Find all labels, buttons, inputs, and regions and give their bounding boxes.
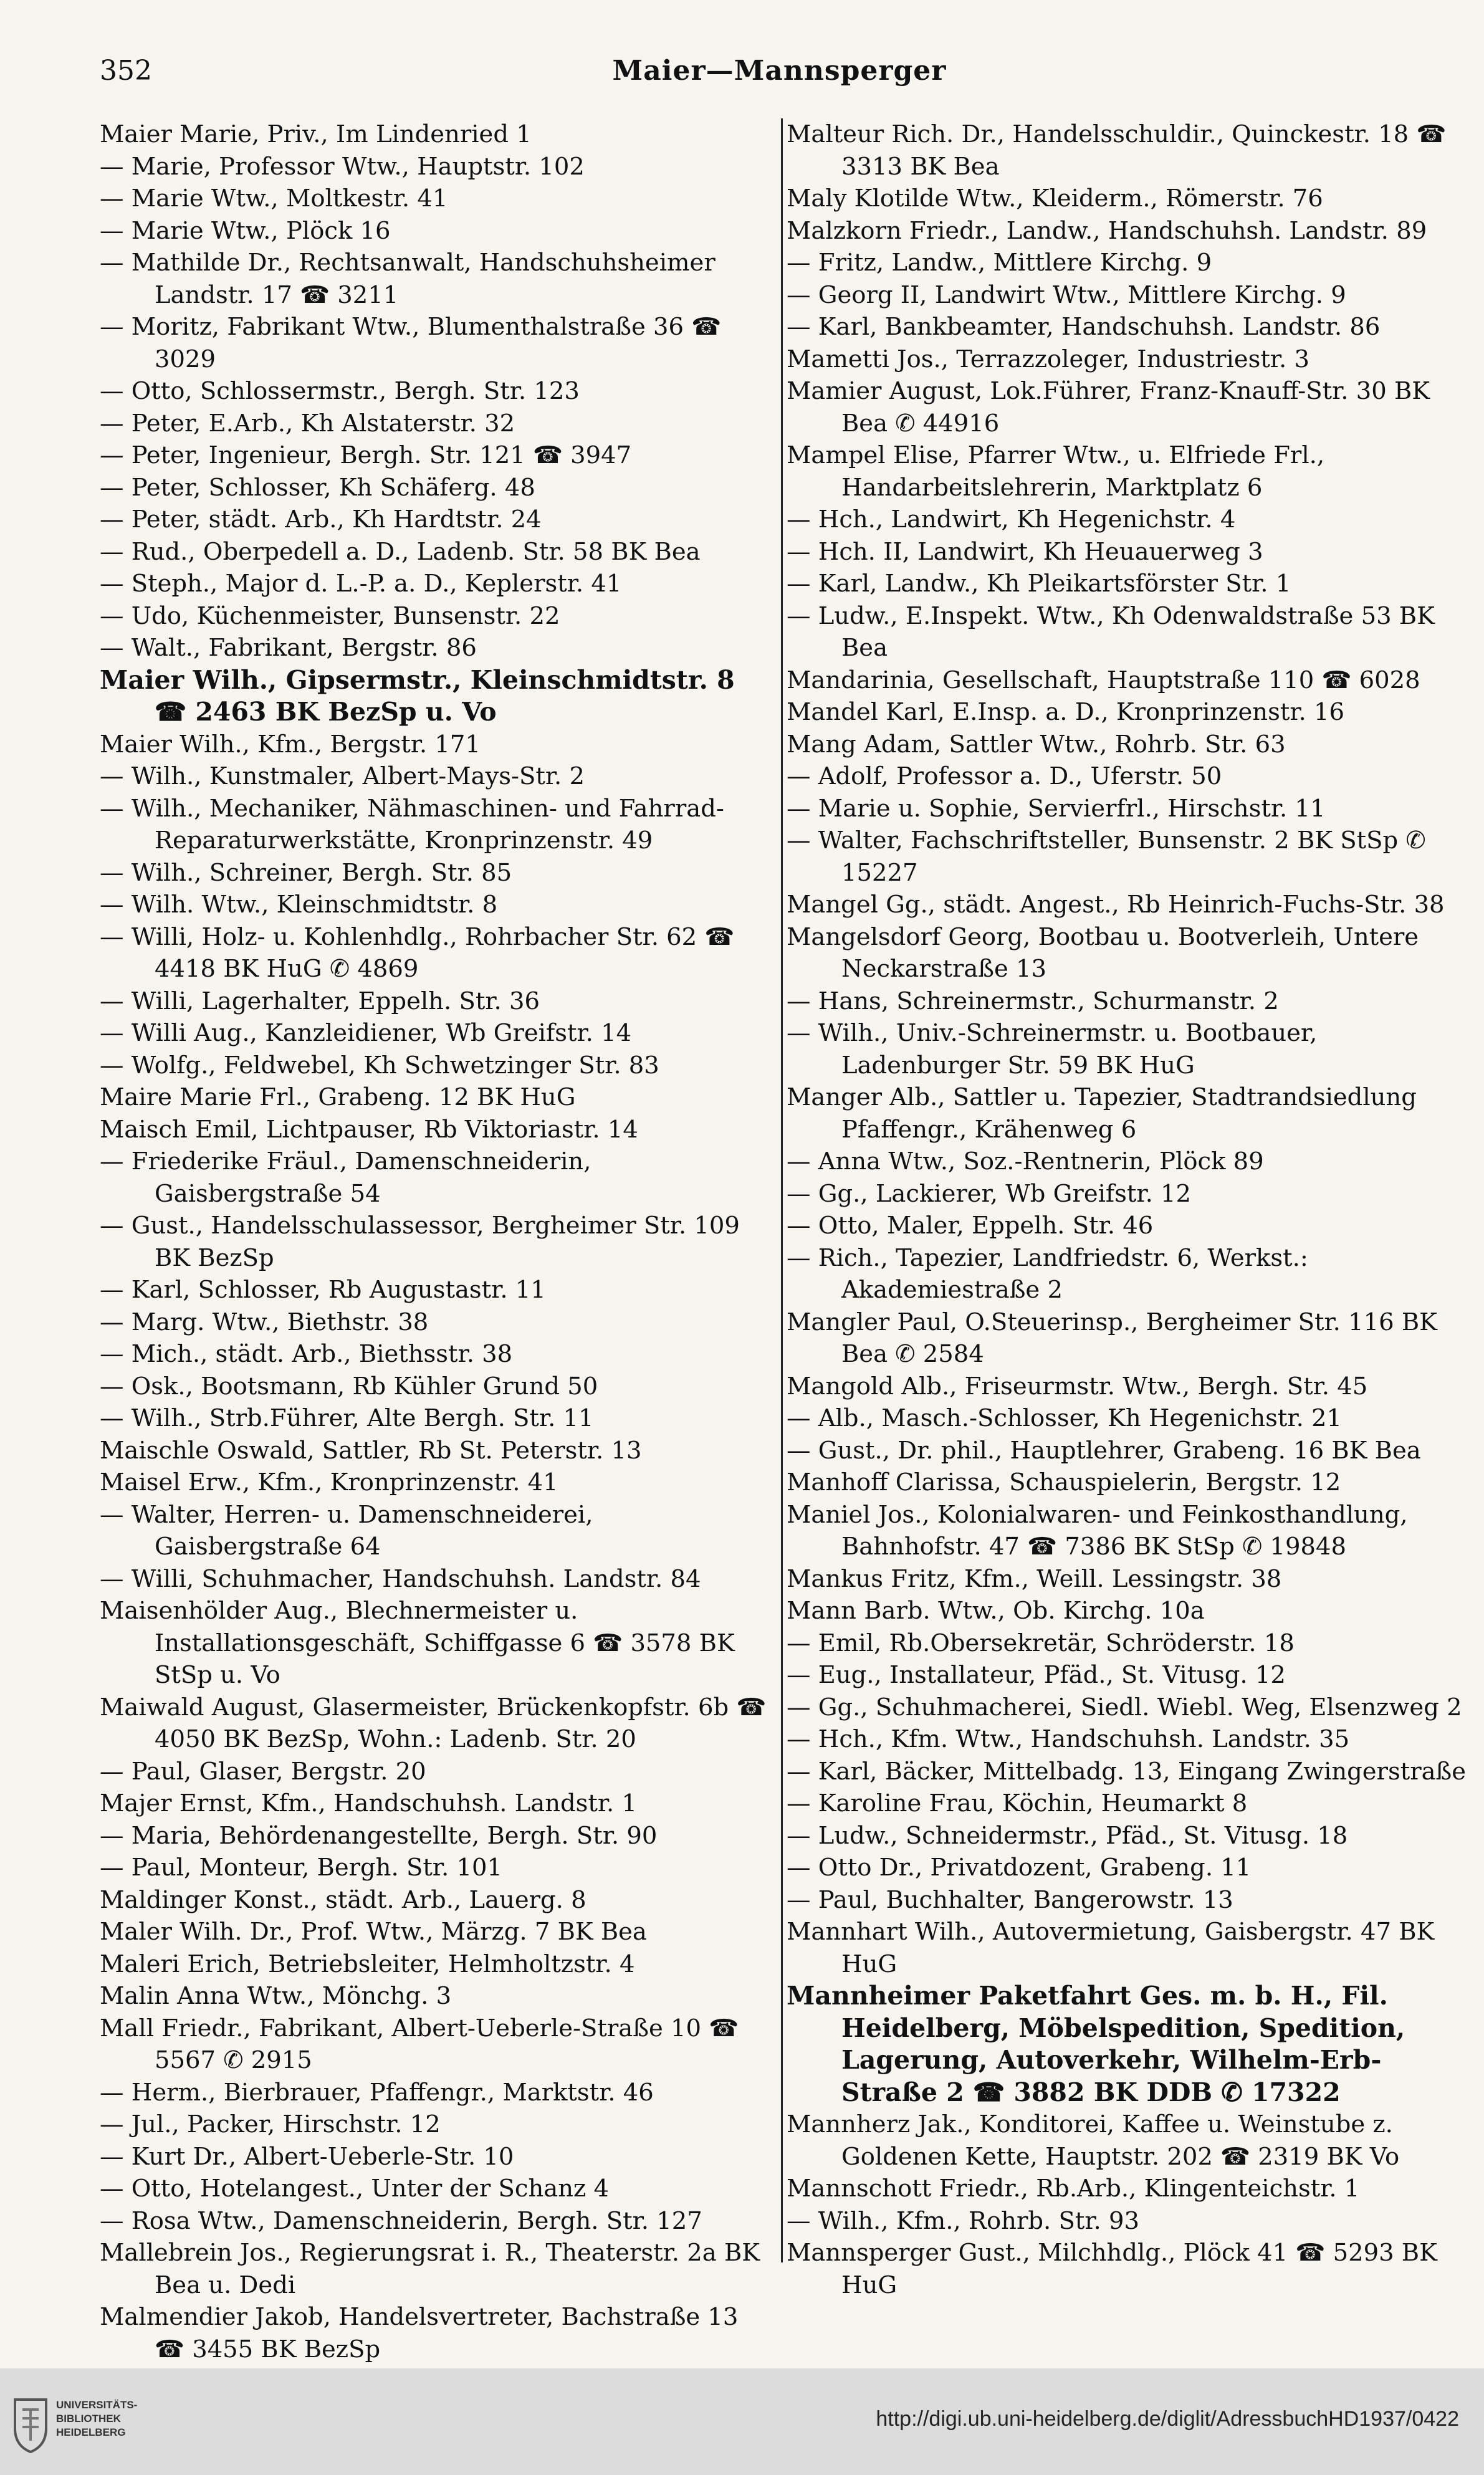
directory-entry: — Gg., Schuhmacherei, Siedl. Wiebl. Weg, Elsenzweg 2 <box>787 1693 1462 1721</box>
directory-entry: — Otto, Maler, Eppelh. Str. 46 <box>787 1212 1154 1240</box>
directory-entry: — Moritz, Fabrikant Wtw., Blumenthalstraße 36 ☎ 3029 <box>100 313 722 373</box>
directory-entry: Mallebrein Jos., Regierungsrat i. R., Theaterstr. 2a BK Bea u. Dedi <box>100 2239 760 2299</box>
directory-entry: — Karl, Bäcker, Mittelbadg. 13, Eingang Zwingerstraße <box>787 1757 1467 1786</box>
directory-entry: — Karl, Schlosser, Rb Augustastr. 11 <box>100 1276 546 1304</box>
directory-entry: Mangel Gg., städt. Angest., Rb Heinrich-Fuchs-Str. 38 <box>787 891 1445 919</box>
directory-entry: — Gust., Dr. phil., Hauptlehrer, Grabeng. 16 BK Bea <box>787 1436 1421 1465</box>
directory-entry: — Karl, Bankbeamter, Handschuhsh. Landstr. 86 <box>787 313 1381 341</box>
directory-entry: — Paul, Glaser, Bergstr. 20 <box>100 1757 426 1786</box>
directory-entry: — Jul., Packer, Hirschstr. 12 <box>100 2110 441 2138</box>
directory-entry: — Otto, Hotelangest., Unter der Schanz 4 <box>100 2175 610 2203</box>
directory-entry: — Alb., Masch.-Schlosser, Kh Hegenichstr. 21 <box>787 1404 1343 1432</box>
directory-entry: — Anna Wtw., Soz.-Rentnerin, Plöck 89 <box>787 1147 1264 1175</box>
directory-entry: — Steph., Major d. L.-P. a. D., Keplerstr. 41 <box>100 570 622 598</box>
directory-entry: — Marie Wtw., Moltkestr. 41 <box>100 184 448 213</box>
directory-entry: Maiwald August, Glasermeister, Brückenkopfstr. 6b ☎ 4050 BK BezSp, Wohn.: Ladenb. Str. 20 <box>100 1693 767 1753</box>
directory-entry: — Otto, Schlossermstr., Bergh. Str. 123 <box>100 377 580 405</box>
directory-entry: — Rosa Wtw., Damenschneiderin, Bergh. Str. 127 <box>100 2206 702 2235</box>
directory-entry: — Osk., Bootsmann, Rb Kühler Grund 50 <box>100 1372 598 1400</box>
directory-entry: — Gg., Lackierer, Wb Greifstr. 12 <box>787 1179 1192 1208</box>
directory-entry: — Marie u. Sophie, Servierfrl., Hirschstr. 11 <box>787 794 1326 823</box>
directory-entry: Maire Marie Frl., Grabeng. 12 BK HuG <box>100 1083 576 1111</box>
logo-line-1: UNIVERSITÄTS- <box>56 2399 138 2411</box>
directory-entry: Mangold Alb., Friseurmstr. Wtw., Bergh. Str. 45 <box>787 1372 1368 1400</box>
directory-entry: — Wilh., Schreiner, Bergh. Str. 85 <box>100 858 512 887</box>
directory-entry: — Peter, E.Arb., Kh Alstaterstr. 32 <box>100 409 515 438</box>
directory-entry: Mall Friedr., Fabrikant, Albert-Ueberle-Straße 10 ☎ 5567 ✆ 2915 <box>100 2014 739 2074</box>
directory-entry: — Wilh., Univ.-Schreinermstr. u. Bootbauer, Ladenburger Str. 59 BK HuG <box>787 1019 1318 1080</box>
directory-entry: — Adolf, Professor a. D., Uferstr. 50 <box>787 762 1222 790</box>
university-seal-icon <box>11 2397 50 2453</box>
directory-entry: — Emil, Rb.Obersekretär, Schröderstr. 18 <box>787 1629 1295 1657</box>
directory-entry: — Udo, Küchenmeister, Bunsenstr. 22 <box>100 601 560 630</box>
directory-entry: Manhoff Clarissa, Schauspielerin, Bergstr. 12 <box>787 1468 1341 1496</box>
directory-entry: — Gust., Handelsschulassessor, Bergheimer Str. 109 BK BezSp <box>100 1212 740 1272</box>
library-logo-text <box>56 2398 137 2439</box>
directory-entry: Mannsperger Gust., Milchhdlg., Plöck 41 ☎ 5293 BK HuG <box>787 2239 1437 2299</box>
directory-entry: Maler Wilh. Dr., Prof. Wtw., Märzg. 7 BK Bea <box>100 1918 647 1946</box>
directory-entry: — Peter, städt. Arb., Kh Hardtstr. 24 <box>100 505 542 534</box>
directory-entry: — Wolfg., Feldwebel, Kh Schwetzinger Str. 83 <box>100 1051 659 1080</box>
directory-entry: — Willi Aug., Kanzleidiener, Wb Greifstr. 14 <box>100 1019 632 1047</box>
directory-entry: — Karoline Frau, Köchin, Heumarkt 8 <box>787 1789 1248 1817</box>
directory-entry: — Walt., Fabrikant, Bergstr. 86 <box>100 634 477 662</box>
directory-entry: Maisch Emil, Lichtpauser, Rb Viktoriastr. 14 <box>100 1115 638 1144</box>
directory-entry: Maniel Jos., Kolonialwaren- und Feinkosthandlung, Bahnhofstr. 47 ☎ 7386 BK StSp ✆ 19848 <box>787 1500 1408 1561</box>
directory-entry: Mankus Fritz, Kfm., Weill. Lessingstr. 38 <box>787 1564 1282 1593</box>
directory-entry: Mametti Jos., Terrazzoleger, Industriestr. 3 <box>787 345 1309 373</box>
directory-entry: Mamier August, Lok.Führer, Franz-Knauff-Str. 30 BK Bea ✆ 44916 <box>787 377 1430 438</box>
library-logo[interactable] <box>11 2392 167 2461</box>
directory-entry: — Mathilde Dr., Rechtsanwalt, Handschuhsheimer Landstr. 17 ☎ 3211 <box>100 249 716 309</box>
directory-entry: — Rud., Oberpedell a. D., Ladenb. Str. 58 BK Bea <box>100 537 701 566</box>
directory-entry: — Willi, Holz- u. Kohlenhdlg., Rohrbacher Str. 62 ☎ 4418 BK HuG ✆ 4869 <box>100 922 735 983</box>
directory-entry: Mampel Elise, Pfarrer Wtw., u. Elfriede Frl., Handarbeitslehrerin, Marktplatz 6 <box>787 441 1325 502</box>
directory-entry: Maisel Erw., Kfm., Kronprinzenstr. 41 <box>100 1468 558 1496</box>
directory-entry: Maischle Oswald, Sattler, Rb St. Peterstr. 13 <box>100 1436 642 1465</box>
directory-entry: — Georg II, Landwirt Wtw., Mittlere Kirchg. 9 <box>787 280 1346 309</box>
page-number: 352 <box>100 55 152 87</box>
directory-entry: — Karl, Landw., Kh Pleikartsförster Str. 1 <box>787 570 1291 598</box>
directory-entry: — Herm., Bierbrauer, Pfaffengr., Marktstr. 46 <box>100 2078 654 2107</box>
source-url-link[interactable]: http://digi.ub.uni-heidelberg.de/diglit/AdressbuchHD1937/0422 <box>876 2407 1459 2431</box>
directory-entry: Maier Marie, Priv., Im Lindenried 1 <box>100 120 532 148</box>
directory-entry: Mannheimer Paketfahrt Ges. m. b. H., Fil. Heidelberg, Möbelspedition, Spedition, Lagerung, Autoverkehr, Wilhelm-Erb-Straße 2 ☎ 3882 BK DDB ✆ 17322 <box>787 1981 1405 2107</box>
running-head: Maier—Mannsperger <box>612 55 947 87</box>
directory-entry: Mandel Karl, E.Insp. a. D., Kronprinzenstr. 16 <box>787 698 1344 726</box>
directory-entry: — Hans, Schreinermstr., Schurmanstr. 2 <box>787 987 1279 1015</box>
directory-entry: — Kurt Dr., Albert-Ueberle-Str. 10 <box>100 2142 514 2171</box>
directory-entry: — Eug., Installateur, Pfäd., St. Vitusg. 12 <box>787 1661 1286 1689</box>
directory-entry: — Paul, Buchhalter, Bangerowstr. 13 <box>787 1885 1233 1914</box>
directory-entry: — Ludw., E.Inspekt. Wtw., Kh Odenwaldstraße 53 BK Bea <box>787 601 1435 662</box>
directory-entry: Maly Klotilde Wtw., Kleiderm., Römerstr. 76 <box>787 184 1323 213</box>
directory-entry: — Wilh., Kfm., Rohrb. Str. 93 <box>787 2206 1139 2235</box>
directory-entry: Mannschott Friedr., Rb.Arb., Klingenteichstr. 1 <box>787 2175 1360 2203</box>
directory-entry: Maier Wilh., Kfm., Bergstr. 171 <box>100 730 481 759</box>
left-column <box>100 118 773 2398</box>
directory-entry: — Peter, Schlosser, Kh Schäferg. 48 <box>100 473 535 502</box>
directory-entry: Maier Wilh., Gipsermstr., Kleinschmidtstr. 8 ☎ 2463 BK BezSp u. Vo <box>100 664 735 727</box>
directory-entry: Mannhart Wilh., Autovermietung, Gaisbergstr. 47 BK HuG <box>787 1918 1435 1978</box>
directory-entry: Maisenhölder Aug., Blechnermeister u. Installationsgeschäft, Schiffgasse 6 ☎ 3578 BK StSp u. Vo <box>100 1597 735 1689</box>
directory-entry: Mannherz Jak., Konditorei, Kaffee u. Weinstube z. Goldenen Kette, Hauptstr. 202 ☎ 2319 BK Vo <box>787 2110 1400 2171</box>
directory-entry: — Wilh., Strb.Führer, Alte Bergh. Str. 11 <box>100 1404 594 1432</box>
directory-entry: — Walter, Fachschriftsteller, Bunsenstr. 2 BK StSp ✆ 15227 <box>787 826 1426 887</box>
directory-entry: Maldinger Konst., städt. Arb., Lauerg. 8 <box>100 1885 586 1914</box>
right-column <box>787 118 1472 2301</box>
directory-entry: — Hch., Kfm. Wtw., Handschuhsh. Landstr. 35 <box>787 1725 1350 1753</box>
directory-entry: — Peter, Ingenieur, Bergh. Str. 121 ☎ 3947 <box>100 441 632 469</box>
directory-entry: — Otto Dr., Privatdozent, Grabeng. 11 <box>787 1854 1252 1882</box>
directory-entry: Manger Alb., Sattler u. Tapezier, Stadtrandsiedlung Pfaffengr., Krähenweg 6 <box>787 1083 1417 1144</box>
directory-entry: — Willi, Schuhmacher, Handschuhsh. Landstr. 84 <box>100 1564 701 1593</box>
directory-entry: — Ludw., Schneidermstr., Pfäd., St. Vitusg. 18 <box>787 1821 1348 1850</box>
directory-entry: Mandarinia, Gesellschaft, Hauptstraße 110 ☎ 6028 <box>787 666 1420 694</box>
directory-entry: — Wilh., Mechaniker, Nähmaschinen- und Fahrrad-Reparaturwerkstätte, Kronprinzenstr. 49 <box>100 794 724 855</box>
directory-entry: — Hch. II, Landwirt, Kh Heuauerweg 3 <box>787 537 1263 566</box>
directory-entry: Mangler Paul, O.Steuerinsp., Bergheimer Str. 116 BK Bea ✆ 2584 <box>787 1308 1437 1368</box>
directory-entry: — Maria, Behördenangestellte, Bergh. Str. 90 <box>100 1821 658 1850</box>
viewer-footer <box>0 2368 1484 2475</box>
directory-entry: — Wilh. Wtw., Kleinschmidtstr. 8 <box>100 891 498 919</box>
directory-entry: — Walter, Herren- u. Damenschneiderei, Gaisbergstraße 64 <box>100 1500 593 1561</box>
directory-entry: — Marie, Professor Wtw., Hauptstr. 102 <box>100 152 585 181</box>
logo-line-2: BIBLIOTHEK <box>56 2413 121 2425</box>
column-divider <box>781 118 783 2262</box>
directory-entry: — Hch., Landwirt, Kh Hegenichstr. 4 <box>787 505 1236 534</box>
directory-entry: — Willi, Lagerhalter, Eppelh. Str. 36 <box>100 987 540 1015</box>
directory-entry: — Mich., städt. Arb., Biethsstr. 38 <box>100 1340 513 1368</box>
directory-entry: — Wilh., Kunstmaler, Albert-Mays-Str. 2 <box>100 762 585 790</box>
directory-entry: Malin Anna Wtw., Mönchg. 3 <box>100 1982 452 2010</box>
directory-entry: — Marg. Wtw., Biethstr. 38 <box>100 1308 429 1336</box>
directory-entry: Mang Adam, Sattler Wtw., Rohrb. Str. 63 <box>787 730 1286 759</box>
directory-entry: Malzkorn Friedr., Landw., Handschuhsh. Landstr. 89 <box>787 216 1427 245</box>
directory-entry: — Rich., Tapezier, Landfriedstr. 6, Werkst.: Akademiestraße 2 <box>787 1243 1308 1304</box>
directory-entry: Mann Barb. Wtw., Ob. Kirchg. 10a <box>787 1597 1205 1625</box>
directory-entry: Malteur Rich. Dr., Handelsschuldir., Quinckestr. 18 ☎ 3313 BK Bea <box>787 120 1447 181</box>
directory-entry: Majer Ernst, Kfm., Handschuhsh. Landstr. 1 <box>100 1789 638 1817</box>
directory-entry: Maleri Erich, Betriebsleiter, Helmholtzstr. 4 <box>100 1950 635 1978</box>
directory-entry: — Fritz, Landw., Mittlere Kirchg. 9 <box>787 249 1212 277</box>
directory-entry: — Paul, Monteur, Bergh. Str. 101 <box>100 1854 502 1882</box>
directory-entry: — Friederike Fräul., Damenschneiderin, Gaisbergstraße 54 <box>100 1147 591 1208</box>
page-header <box>100 55 1459 105</box>
logo-line-3: HEIDELBERG <box>56 2426 126 2438</box>
directory-entry: Malmendier Jakob, Handelsvertreter, Bachstraße 13 ☎ 3455 BK BezSp <box>100 2303 739 2363</box>
directory-entry: Mangelsdorf Georg, Bootbau u. Bootverleih, Untere Neckarstraße 13 <box>787 922 1419 983</box>
directory-entry: — Marie Wtw., Plöck 16 <box>100 216 391 245</box>
